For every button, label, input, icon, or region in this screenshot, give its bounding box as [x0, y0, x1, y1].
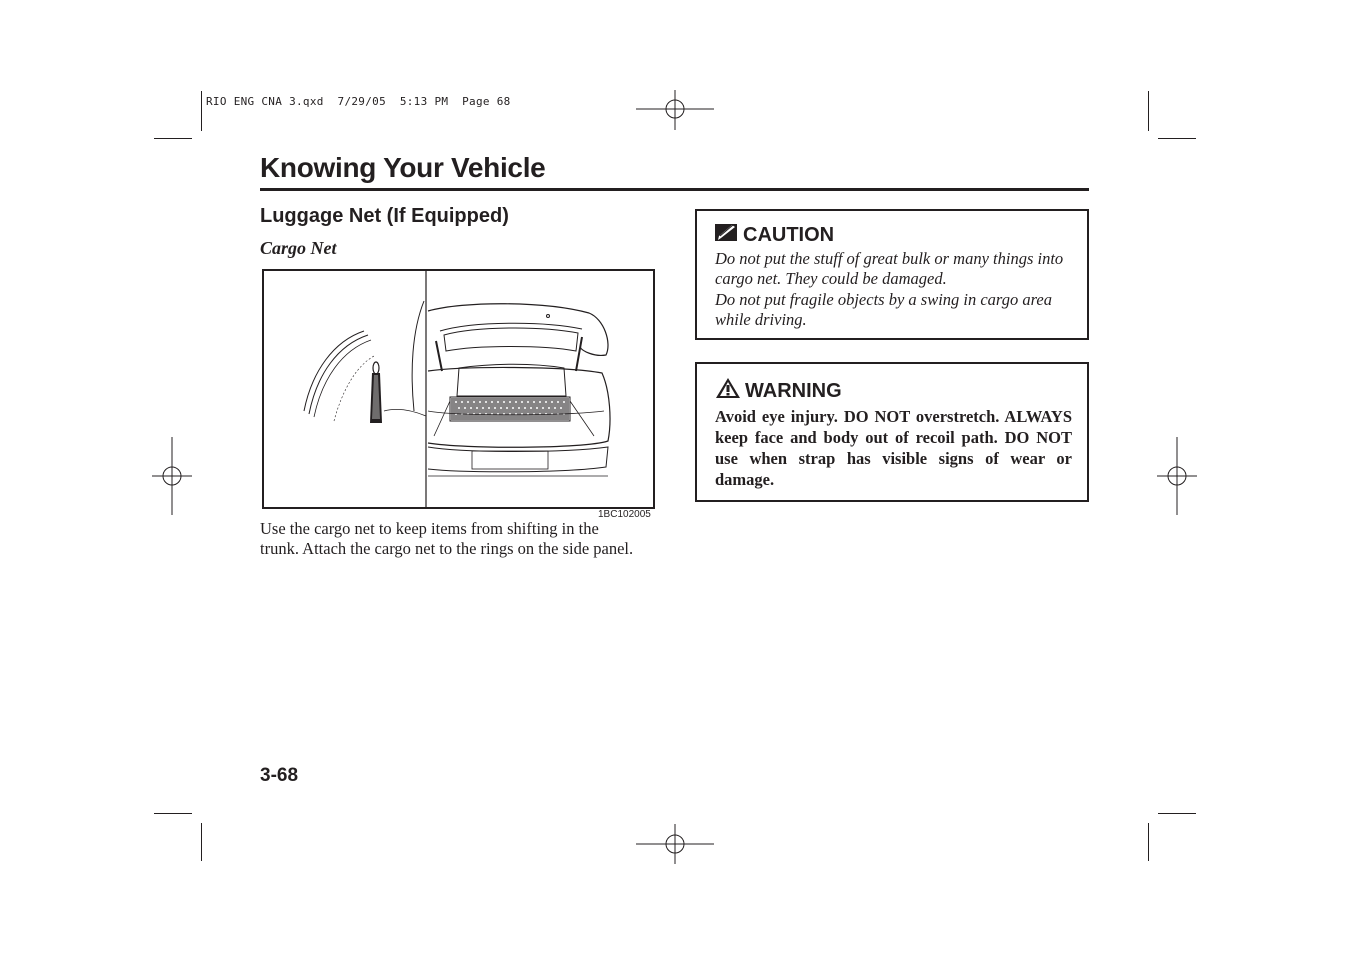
- registration-mark-bottom: [636, 824, 714, 864]
- subsection-title: Cargo Net: [260, 238, 337, 258]
- cargo-net-illustration: [262, 269, 655, 509]
- section-title: Luggage Net (If Equipped): [260, 205, 509, 227]
- caution-text: [715, 249, 1075, 331]
- registration-mark-left: [152, 437, 192, 515]
- caution-line: Do not put the stuff of great bulk or many things into cargo net. They could be damaged.: [715, 249, 1064, 288]
- body-paragraph: Use the cargo net to keep items from shifting in the trunk. Attach the cargo net to the rings on the side panel.: [260, 519, 634, 558]
- registration-mark-top: [636, 90, 714, 130]
- caution-pencil-icon: [715, 222, 739, 248]
- warning-heading-label: WARNING: [745, 379, 842, 402]
- chapter-title: Knowing Your Vehicle: [260, 152, 546, 183]
- caution-heading-label: CAUTION: [743, 223, 835, 246]
- caution-line: Do not put fragile objects by a swing in cargo area while driving.: [715, 290, 1053, 329]
- warning-text: Avoid eye injury. DO NOT overstretch. ALWAYS keep face and body out of recoil path. DO NOT use when strap has visible signs of wear or damage.: [715, 407, 1072, 489]
- warning-heading: [715, 377, 842, 405]
- warning-triangle-icon: [715, 377, 741, 405]
- caution-box: [695, 209, 1089, 340]
- page-number: 3-68: [260, 765, 299, 786]
- registration-mark-right: [1157, 437, 1197, 515]
- chapter-rule: [260, 188, 1089, 191]
- warning-box: [695, 362, 1089, 502]
- figure-code: 1BC102005: [598, 509, 651, 520]
- printer-slug: RIO ENG CNA 3.qxd 7/29/05 5:13 PM Page 68: [206, 95, 511, 108]
- caution-heading: [715, 222, 834, 248]
